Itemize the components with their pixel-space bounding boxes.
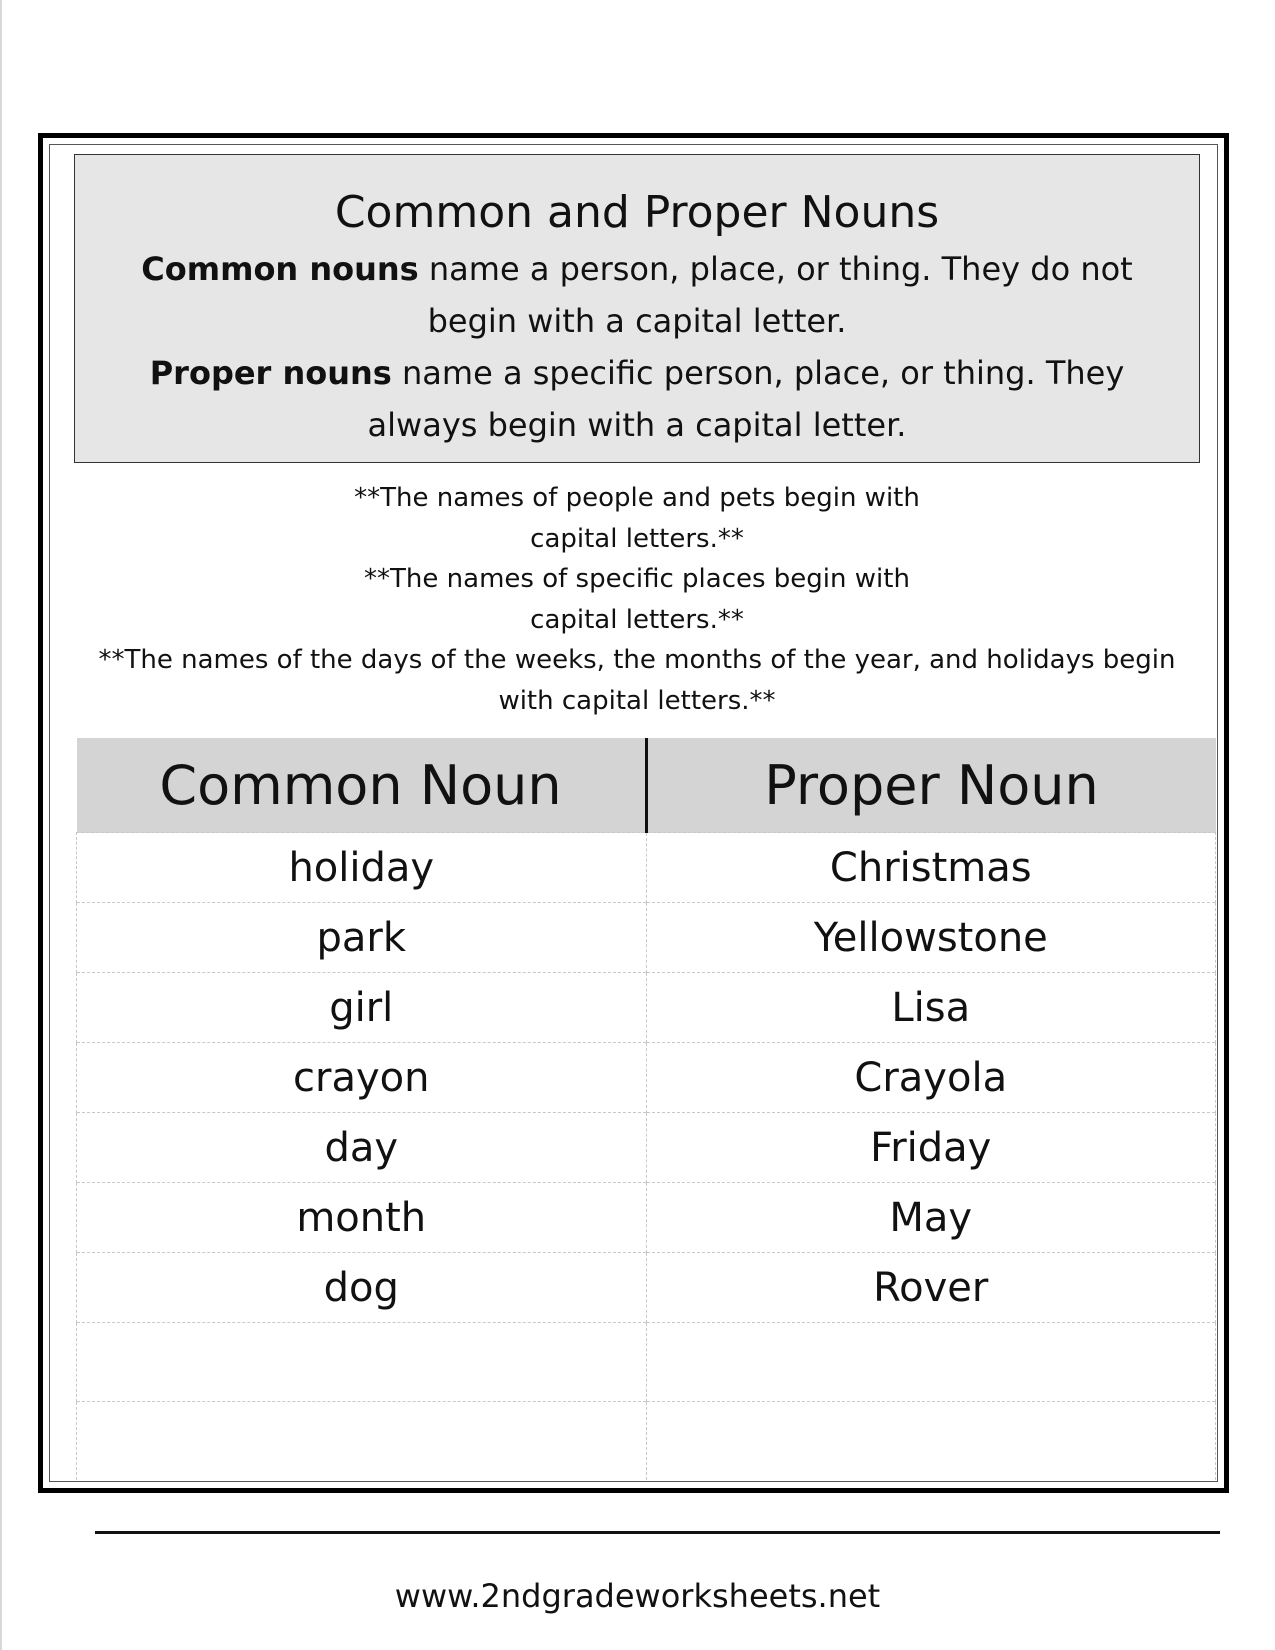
- common-noun-cell: [77, 1323, 647, 1402]
- proper-noun-cell: Friday: [646, 1113, 1216, 1183]
- proper-noun-cell: Christmas: [646, 833, 1216, 903]
- proper-noun-cell: [646, 1402, 1216, 1481]
- rule-line: capital letters.**: [530, 604, 744, 635]
- common-noun-header: Common Noun: [77, 738, 647, 833]
- rule-line: capital letters.**: [530, 523, 744, 554]
- table-row: [77, 833, 1216, 903]
- table-row: [77, 973, 1216, 1043]
- rule-line: **The names of the days of the weeks, the months of the year, and holidays begin: [98, 645, 1176, 675]
- worksheet-title: Common and Proper Nouns: [334, 187, 940, 238]
- common-noun-cell: dog: [77, 1253, 647, 1323]
- common-noun-cell: park: [77, 903, 647, 973]
- table-row: [77, 1043, 1216, 1113]
- common-noun-cell: day: [77, 1113, 647, 1183]
- proper-nouns-term: Proper nouns: [149, 354, 392, 392]
- proper-noun-cell: Rover: [646, 1253, 1216, 1323]
- definition-box: [74, 154, 1200, 463]
- common-noun-cell: girl: [77, 973, 647, 1043]
- table-row-blank: [77, 1402, 1216, 1481]
- table-row: [77, 1183, 1216, 1253]
- proper-noun-cell: Lisa: [646, 973, 1216, 1043]
- table-row-blank: [77, 1323, 1216, 1402]
- table-row: [77, 1253, 1216, 1323]
- common-def-line2: begin with a capital letter.: [427, 302, 847, 340]
- capitalization-rules: [74, 478, 1200, 721]
- common-noun-definition: [117, 243, 1157, 347]
- common-def-line1: name a person, place, or thing. They do not: [418, 250, 1133, 288]
- common-noun-cell: crayon: [77, 1043, 647, 1113]
- common-noun-cell: holiday: [77, 833, 647, 903]
- proper-noun-header: Proper Noun: [646, 738, 1216, 833]
- noun-table: [76, 738, 1216, 1480]
- page-left-edge: [0, 0, 2, 1650]
- proper-noun-cell: Yellowstone: [646, 903, 1216, 973]
- table-header-row: [77, 738, 1216, 833]
- common-nouns-term: Common nouns: [141, 250, 419, 288]
- rule-line: with capital letters.**: [498, 685, 776, 716]
- proper-noun-definition: [117, 347, 1157, 451]
- rule-line: **The names of people and pets begin with: [354, 483, 920, 513]
- footer-divider: [95, 1531, 1220, 1534]
- common-noun-cell: month: [77, 1183, 647, 1253]
- proper-def-line1: name a specific person, place, or thing. They: [391, 354, 1125, 392]
- proper-noun-cell: Crayola: [646, 1043, 1216, 1113]
- rule-line: **The names of specific places begin with: [364, 564, 910, 594]
- common-noun-cell: [77, 1402, 647, 1481]
- proper-noun-cell: [646, 1323, 1216, 1402]
- table-row: [77, 1113, 1216, 1183]
- proper-def-line2: always begin with a capital letter.: [367, 406, 907, 444]
- table-row: [77, 903, 1216, 973]
- proper-noun-cell: May: [646, 1183, 1216, 1253]
- footer-url: www.2ndgradeworksheets.net: [394, 1577, 881, 1615]
